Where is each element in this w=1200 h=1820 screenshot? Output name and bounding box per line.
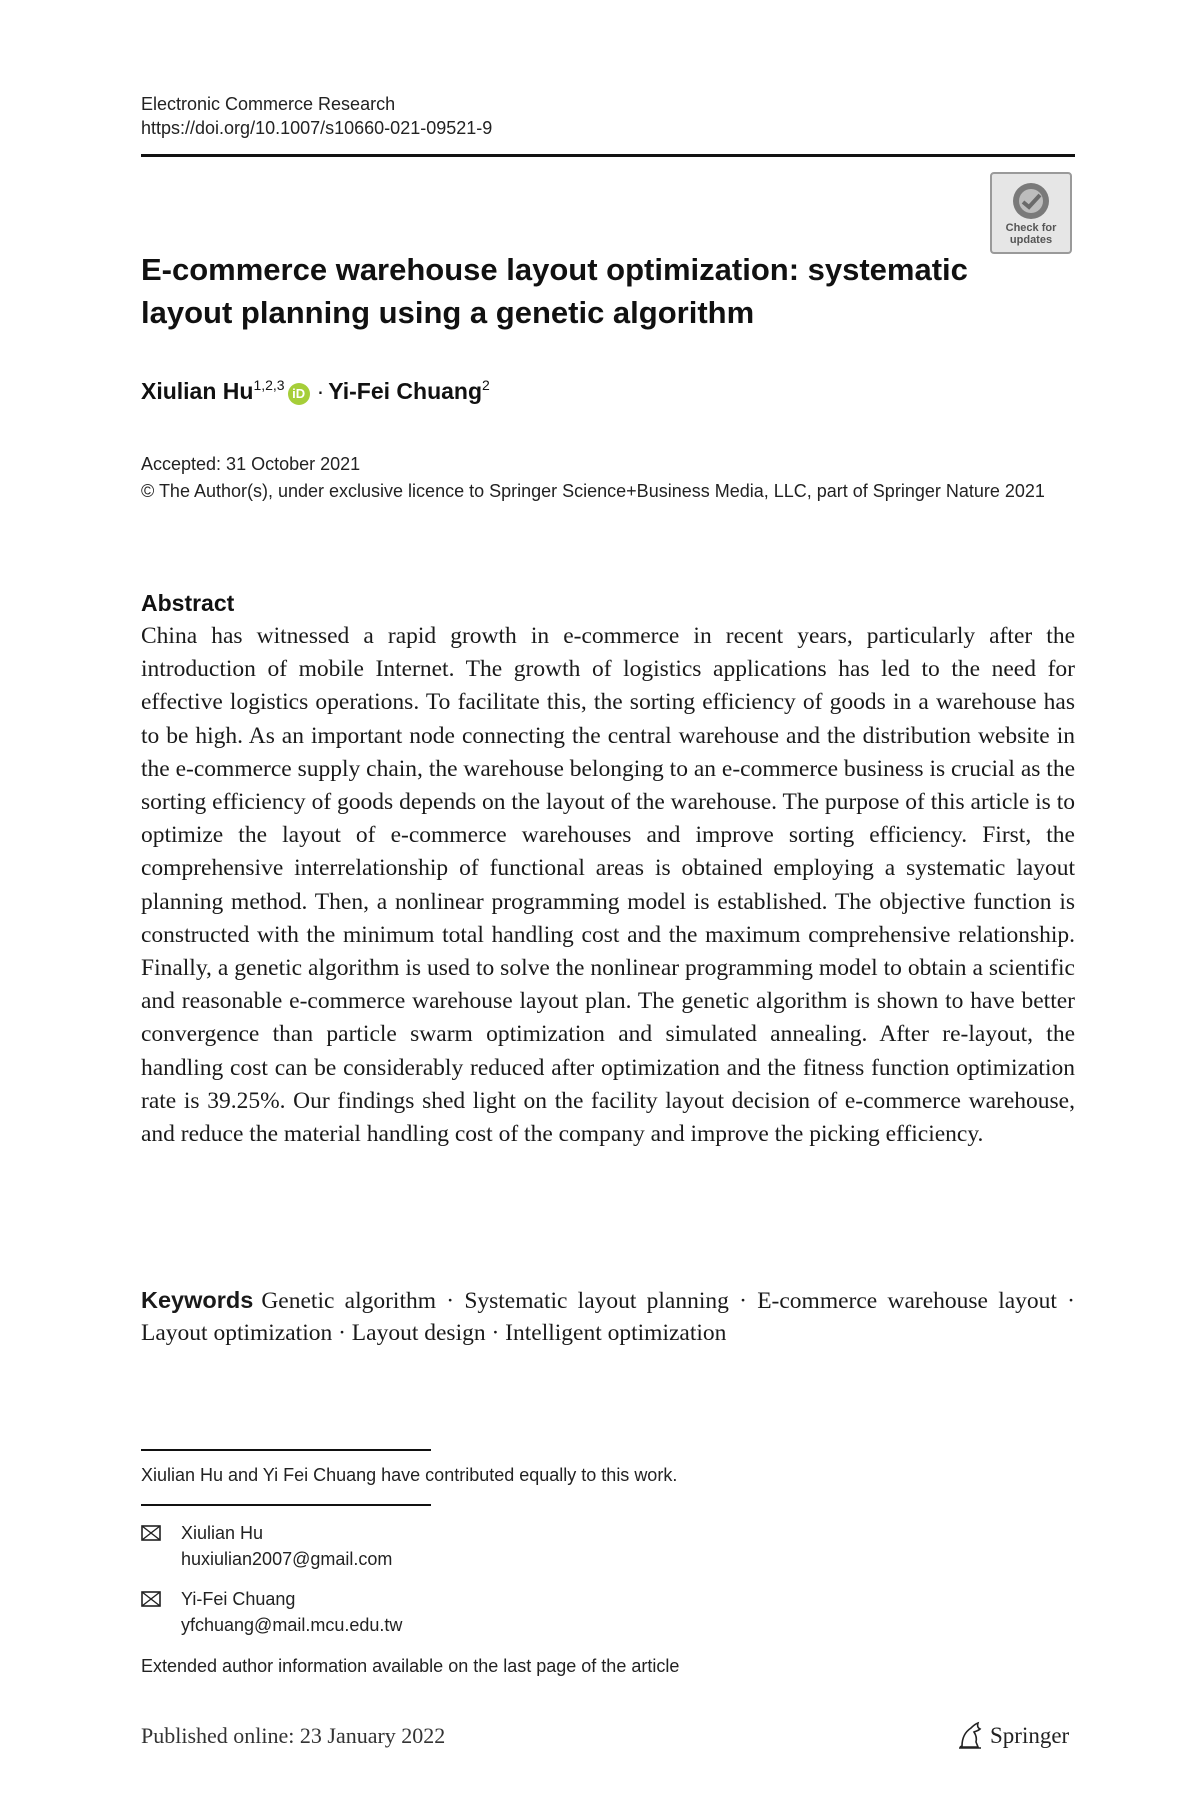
- article-title: E-commerce warehouse layout optimization: systematic layout planning using a genetic algorithm: [141, 252, 968, 330]
- extended-author-info: Extended author information available on the last page of the article: [141, 1656, 680, 1676]
- author-name[interactable]: Xiulian Hu: [141, 378, 254, 404]
- contact-email[interactable]: huxiulian2007@gmail.com: [181, 1549, 393, 1569]
- abstract-heading: Abstract: [141, 590, 235, 616]
- copyright-notice: © The Author(s), under exclusive licence to Springer Science+Business Media, LLC, part of Springer Nature 2021: [141, 481, 1045, 501]
- header-divider: [141, 154, 1075, 157]
- keywords: [141, 1284, 1075, 1349]
- author-name[interactable]: Yi-Fei Chuang: [328, 378, 483, 404]
- contact-name: Xiulian Hu: [181, 1523, 264, 1543]
- keywords-label: Keywords: [141, 1287, 254, 1313]
- keywords-text: Genetic algorithm · Systematic layout planning · E-commerce warehouse layout · Layout optimization · Layout design · Intelligent optimization: [141, 1288, 1075, 1346]
- abstract-text: China has witnessed a rapid growth in e-commerce in recent years, particularly after the introduction of mobile Internet. The growth of logistics applications has led to the need for effective logistics operations. To facilitate this, the sorting efficiency of goods in a warehouse has to be high. As an important node connecting the central warehouse and the distribution website in the e-commerce supply chain, the warehouse belonging to an e-commerce business is crucial as the sorting efficiency of goods depends on the layout of the warehouse. The purpose of this article is to optimize the layout of e-commerce warehouses and improve sorting efficiency. First, the comprehensive interrelationship of functional areas is obtained employing a systematic layout planning method. Then, a nonlinear programming model is established. The objective function is constructed with the minimum total handling cost and the maximum comprehensive relationship. Finally, a genetic algorithm is used to solve the nonlinear programming model to obtain a scientific and reasonable e-commerce warehouse layout plan. The genetic algorithm is shown to have better convergence than particle swarm optimization and simulated annealing. After re-layout, the handling cost can be considerably reduced after optimization and the fitness function optimization rate is 39.25%. Our findings shed light on the facility layout decision of e-commerce warehouse, and reduce the material handling cost of the company and improve the picking efficiency.: [141, 623, 1075, 1148]
- journal-name: Electronic Commerce Research: [141, 94, 396, 114]
- accepted-date: Accepted: 31 October 2021: [141, 454, 361, 474]
- springer-wordmark: Springer: [990, 1723, 1070, 1748]
- check-for-updates-label: Check for updates: [1005, 222, 1057, 246]
- equal-contribution-note: Xiulian Hu and Yi Fei Chuang have contributed equally to this work.: [141, 1465, 678, 1485]
- author-separator: ·: [316, 378, 325, 404]
- contact-name: Yi-Fei Chuang: [181, 1589, 296, 1609]
- author-affiliation: 2: [482, 377, 490, 393]
- author-affiliation: 1,2,3: [253, 377, 285, 393]
- doi-link[interactable]: https://doi.org/10.1007/s10660-021-09521-9: [141, 118, 493, 138]
- orcid-icon[interactable]: iD: [288, 383, 310, 405]
- springer-horse-icon: [956, 1720, 984, 1750]
- mail-icon: [141, 1525, 161, 1541]
- author-list: [141, 376, 490, 406]
- contact-email[interactable]: yfchuang@mail.mcu.edu.tw: [181, 1615, 403, 1635]
- footnote-divider: [141, 1449, 431, 1451]
- check-for-updates-badge[interactable]: [990, 172, 1072, 254]
- published-date: Published online: 23 January 2022: [141, 1723, 446, 1748]
- mail-icon: [141, 1591, 161, 1607]
- footnote-divider: [141, 1504, 431, 1506]
